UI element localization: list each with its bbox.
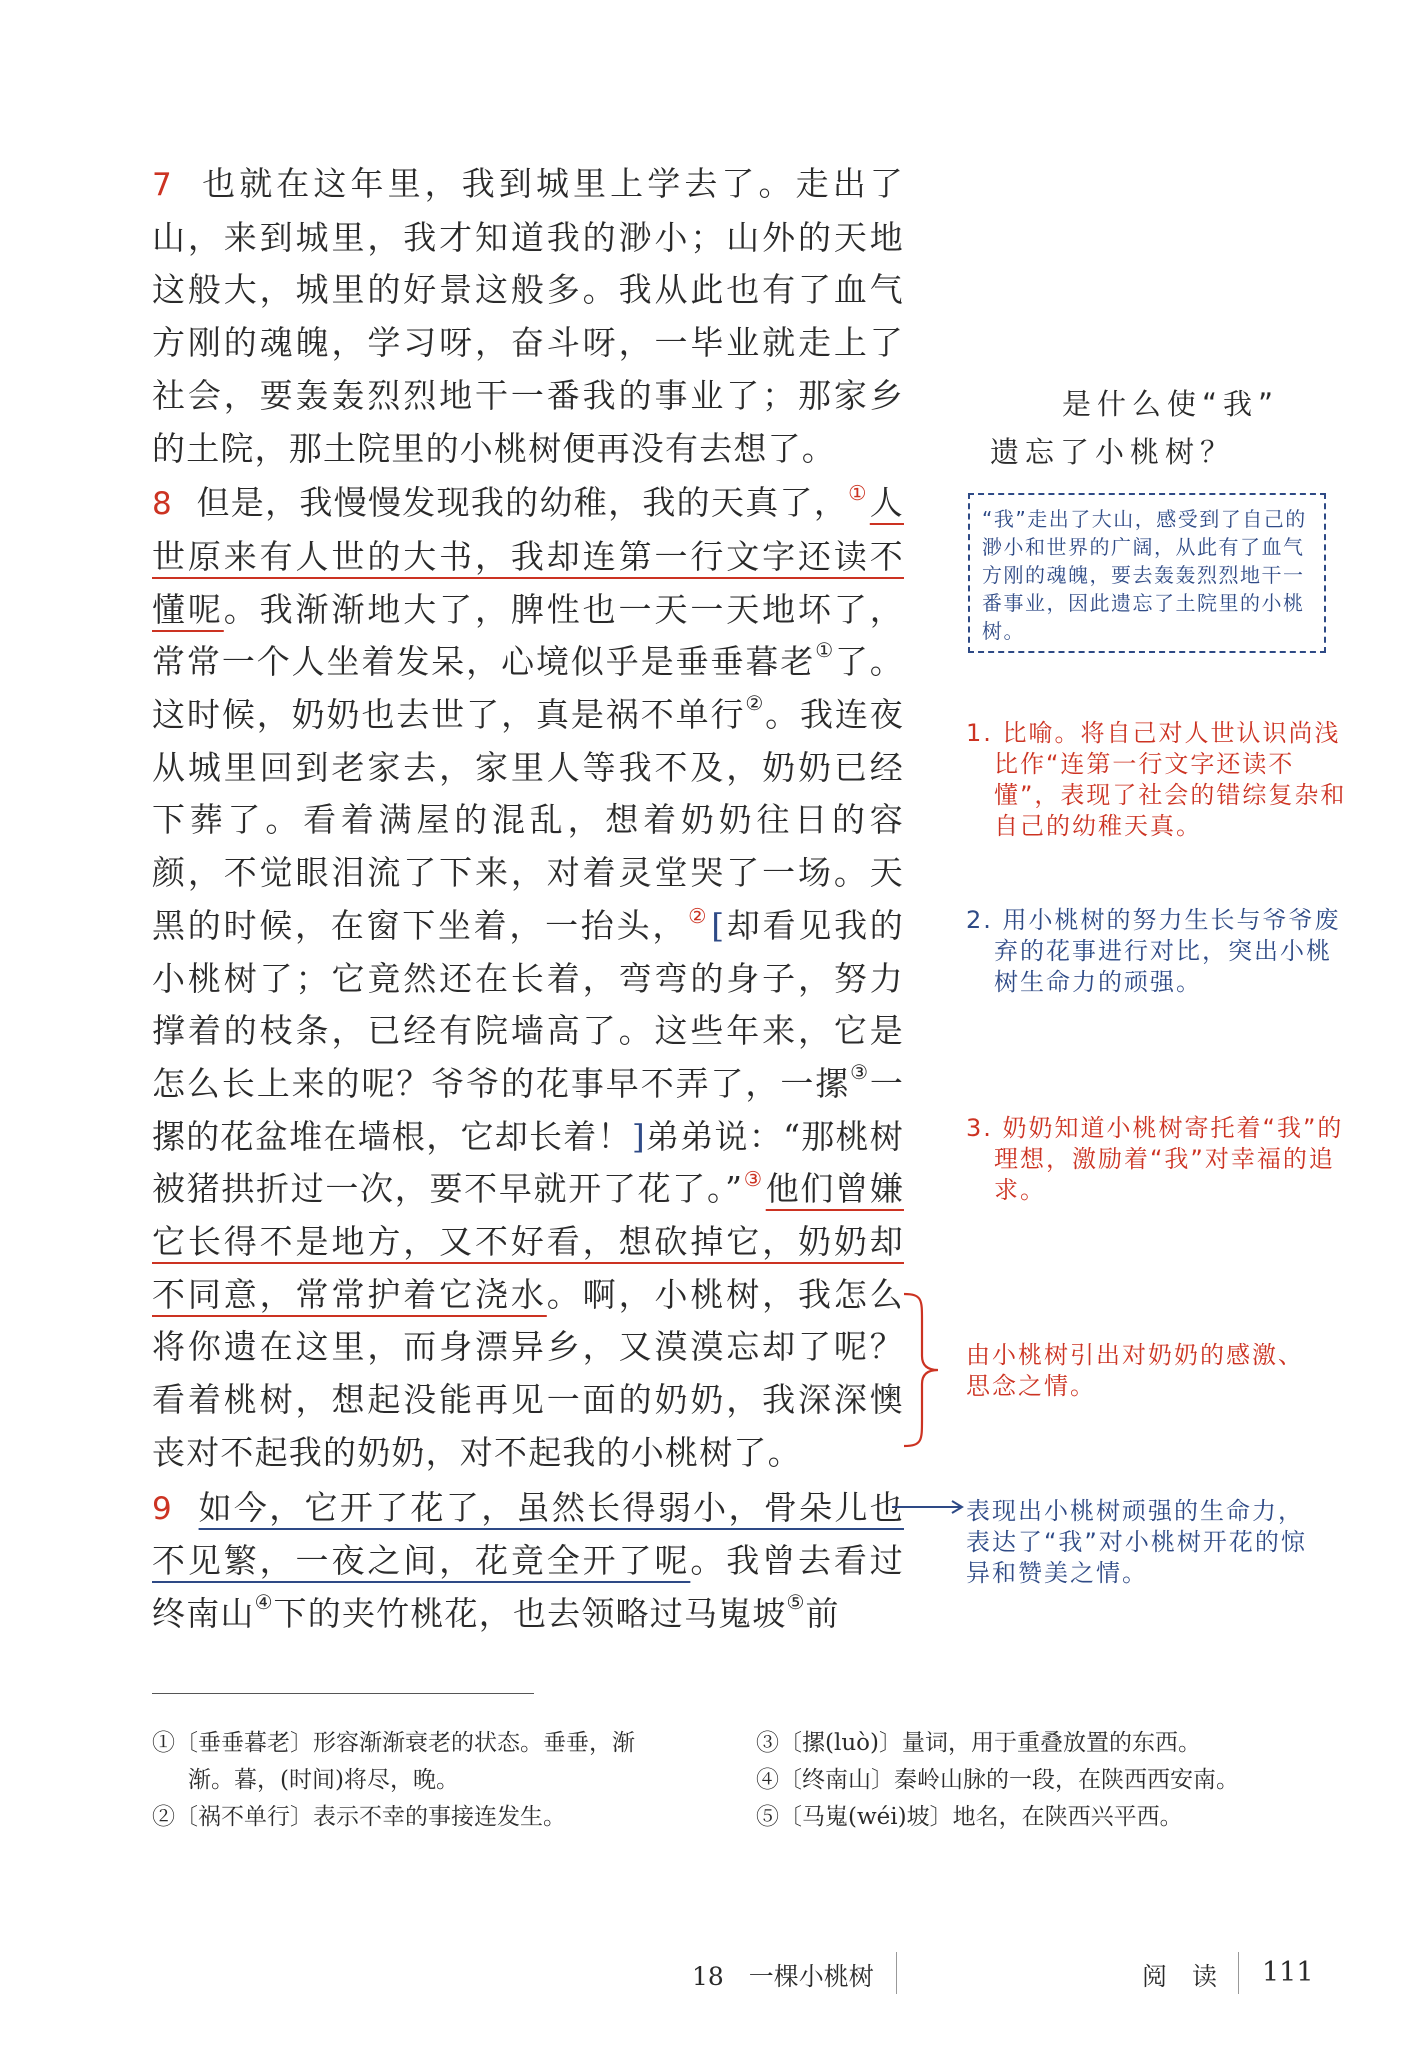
text-run: 弟弟说：“那桃树被猪拱折过一次，要不早就开了花了。” [152,1116,904,1209]
margin-note-5: 表现出小桃树顽强的生命力，表达了“我”对小桃树开花的惊异和赞美之情。 [966,1497,1307,1587]
text-run: 一摞的花盆堆在墙根，它却长着！ [152,1063,905,1156]
main-text [152,158,904,1641]
footnote-5: ⑤〔马嵬(wéi)坡〕地名，在陕西兴平西。 [756,1804,1183,1830]
underlined-sentence: 人世原来有人世的大书，我却连第一行文字还读不懂呢 [152,483,904,629]
footnote-separator [152,1693,534,1694]
footnote-2: ②〔祸不单行〕表示不幸的事接连发生。 [152,1804,566,1830]
text-run: 。我渐渐地大了，脾性也一天一天地坏了，常常一个人坐着发呆，心境似乎是垂垂暮老 [152,589,904,682]
footnote-ref[interactable]: ① [815,639,835,663]
curly-brace-icon [898,1290,944,1450]
paragraph-7 [152,158,904,475]
paragraph-8 [152,477,904,1479]
annotation-marker: ② [688,903,710,928]
bracket-open: [ [711,905,726,945]
margin-note-1: 1. 比喻。将自己对人世认识尚浅比作“连第一行文字还读不懂”，表现了社会的错综复杂和自己的幼稚天真。 [966,719,1347,840]
footnote-ref[interactable]: ⑤ [786,1591,806,1615]
question-line-2: 遗忘了小桃树？ [990,435,1236,469]
arrow-right-icon [890,1497,966,1517]
paragraph-number: 8 [152,486,173,523]
footnotes-left [152,1725,712,1836]
footnote-4: ④〔终南山〕秦岭山脉的一段，在陕西西安南。 [756,1767,1239,1793]
margin-note-3: 3. 奶奶知道小桃树寄托着“我”的理想，激励着“我”对幸福的追求。 [966,1114,1344,1204]
footer-divider [896,1952,897,1994]
text-run: 前 [805,1593,840,1633]
paragraph-number: 7 [152,167,173,203]
page-number: 111 [1262,1957,1314,1988]
paragraph-9 [152,1482,904,1641]
footnote-1-line-2: 渐。暮，(时间)将尽，晚。 [188,1767,459,1793]
footnote-ref[interactable]: ④ [254,1591,274,1615]
bracket-close: ] [631,1116,646,1156]
margin-note-2: 2. 用小桃树的努力生长与爷爷废弃的花事进行对比，突出小桃树生命力的顽强。 [966,906,1341,996]
footnote-ref[interactable]: ③ [850,1061,870,1085]
margin-question [990,380,1350,476]
paragraph-number: 9 [152,1490,173,1527]
footnote-3: ③〔摞(luò)〕量词，用于重叠放置的东西。 [756,1730,1201,1756]
underlined-sentence: 他们曾嫌它长得不是地方，又不好看，想砍掉它，奶奶却不同意，常常护着它浇水 [152,1169,904,1314]
text-run: 。我连夜从城里回到老家去，家里人等我不及，奶奶已经下葬了。看着满屋的混乱，想着奶奶往日的容颜，不觉眼泪流了下来，对着灵堂哭了一场。天黑的时候，在窗下坐着，一抬头， [152,695,904,945]
underlined-sentence: 如今，它开了花了，虽然长得弱小，骨朵儿也不见繁，一夜之间，花竟全开了呢 [152,1487,904,1581]
text-run: 了。这时候，奶奶也去世了，真是祸不单行 [152,642,904,735]
annotation-marker: ① [848,480,868,505]
question-line-1: 是什么使“我” [1062,387,1280,421]
footnotes-right [756,1725,1356,1836]
text-run: 却看见我的小桃树了；它竟然还在长着，弯弯的身子，努力撑着的枝条，已经有院墙高了。这些年来，它是怎么长上来的呢？爷爷的花事早不弄了，一摞 [152,905,905,1103]
paragraph-text: 也就在这年里，我到城里上学去了。走出了山，来到城里，我才知道我的渺小；山外的天地这般大，城里的好景这般多。我从此也有了血气方刚的魂魄，学习呀，奋斗呀，一毕业就走上了社会，要轰轰烈烈地干一番我的事业了；那家乡的土院，那土院里的小桃树便再没有去想了。 [152,164,904,468]
text-run: 。我曾去看过终南山 [152,1541,905,1633]
footnote-ref[interactable]: ② [745,692,766,716]
annotation-marker: ③ [743,1167,764,1192]
footnote-1-line-1: ①〔垂垂暮老〕形容渐渐衰老的状态。垂垂，渐 [152,1730,635,1756]
text-run: 。啊，小桃树，我怎么将你遗在这里，而身漂异乡，又漠漠忘却了呢？看着桃树，想起没能再见一面的奶奶，我深深懊丧对不起我的奶奶，对不起我的小桃树了。 [152,1274,905,1472]
text-run: 但是，我慢慢发现我的幼稚，我的天真了， [196,483,849,523]
footer-lesson-title: 18 一棵小桃树 [692,1962,874,1991]
footer-divider [1238,1952,1239,1994]
margin-note-4: 由小桃树引出对奶奶的感激、思念之情。 [966,1341,1304,1400]
answer-box: “我”走出了大山，感受到了自己的渺小和世界的广阔，从此有了血气方刚的魂魄，要去轰轰烈烈地干一番事业，因此遗忘了土院里的小桃树。 [968,493,1326,653]
footer-section: 阅 读 [1142,1962,1218,1991]
text-run: 下的夹竹桃花，也去领略过马嵬坡 [273,1593,787,1633]
